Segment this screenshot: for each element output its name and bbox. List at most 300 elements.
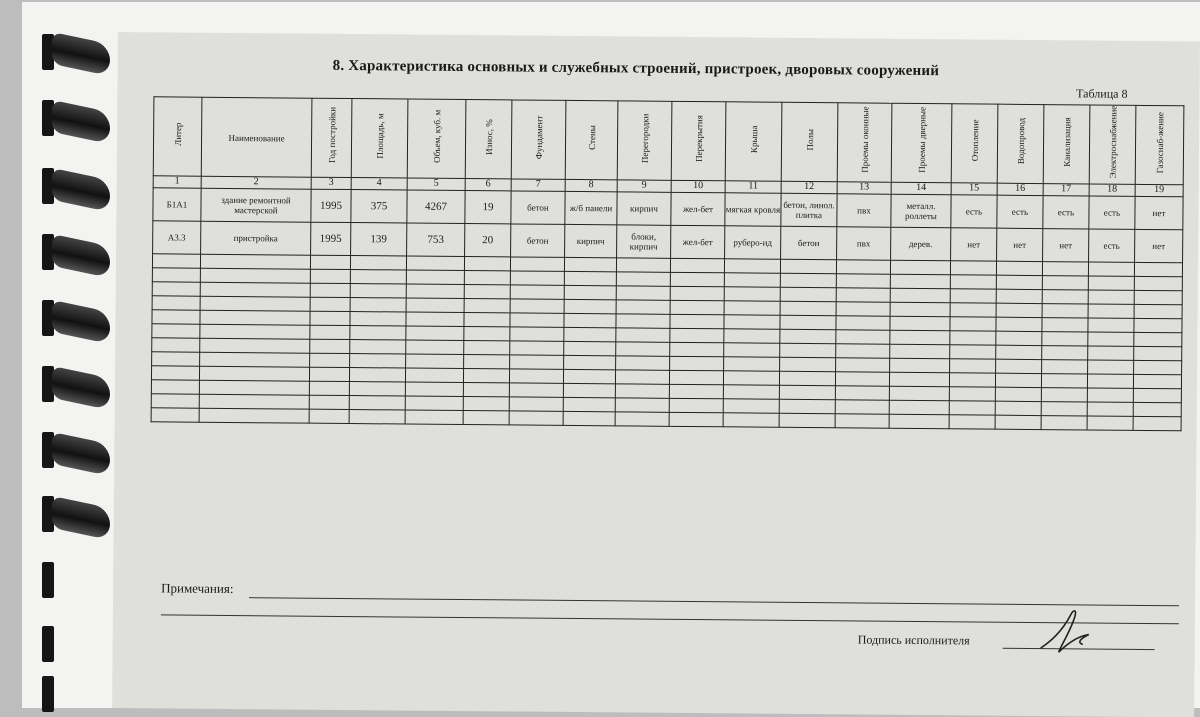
header-text: Площадь, м <box>374 112 385 159</box>
empty-cell <box>152 282 200 296</box>
empty-cell <box>1087 388 1133 402</box>
empty-cell <box>724 301 780 315</box>
empty-cell <box>350 311 406 325</box>
binding-ring <box>52 100 110 144</box>
binding-ring <box>52 168 110 212</box>
empty-cell <box>510 299 564 313</box>
empty-cell <box>350 297 406 311</box>
table-cell: 20 <box>465 223 511 256</box>
table-cell: здание ремонтной мастерской <box>201 188 311 222</box>
empty-cell <box>509 369 563 383</box>
header-text: Проемы дверные <box>916 107 927 174</box>
empty-cell <box>509 411 563 425</box>
header-text: Объем, куб. м <box>431 109 442 163</box>
empty-cell <box>564 327 616 341</box>
empty-cell <box>889 386 949 401</box>
empty-cell <box>723 399 779 413</box>
empty-cell <box>463 368 509 382</box>
empty-cell <box>669 384 723 398</box>
header-cell <box>617 101 672 180</box>
empty-cell <box>1042 345 1088 359</box>
empty-cell <box>996 331 1042 345</box>
empty-cell <box>836 357 890 371</box>
empty-cell <box>949 400 995 414</box>
empty-cell <box>464 326 510 340</box>
table-cell: 375 <box>351 189 407 222</box>
header-cell <box>311 98 352 177</box>
empty-cell <box>1088 360 1134 374</box>
empty-cell <box>309 395 349 409</box>
empty-cell <box>350 325 406 339</box>
empty-cell <box>464 340 510 354</box>
empty-cell <box>670 300 724 314</box>
table-cell: Б1А1 <box>153 188 201 221</box>
empty-cell <box>616 286 670 300</box>
column-number: 12 <box>781 181 837 193</box>
table-cell: ж/б панели <box>565 191 617 224</box>
column-number: 13 <box>837 182 891 194</box>
empty-cell <box>510 313 564 327</box>
notes-label: Примечания: <box>161 580 234 597</box>
header-cell <box>781 102 838 181</box>
empty-cell <box>151 408 199 422</box>
empty-cell <box>349 395 405 409</box>
column-number: 18 <box>1089 184 1135 196</box>
empty-cell <box>1134 304 1182 318</box>
empty-cell <box>889 372 949 387</box>
empty-cell <box>835 399 889 413</box>
empty-cell <box>1088 332 1134 346</box>
empty-cell <box>406 312 464 327</box>
empty-cell <box>996 289 1042 303</box>
binding-ring <box>52 366 110 410</box>
empty-cell <box>510 271 564 285</box>
empty-cell <box>950 302 996 316</box>
empty-cell <box>616 300 670 314</box>
empty-cell <box>1042 303 1088 317</box>
empty-cell <box>406 298 464 313</box>
empty-cell <box>152 324 200 338</box>
header-text: Электроснабжение <box>1107 105 1118 179</box>
empty-cell <box>564 257 616 271</box>
header-cell <box>1089 105 1136 184</box>
empty-cell <box>890 316 950 331</box>
empty-cell <box>200 268 310 283</box>
empty-cell <box>200 282 310 297</box>
empty-cell <box>836 259 890 273</box>
empty-cell <box>406 256 464 271</box>
table-cell: 1995 <box>311 222 351 255</box>
empty-cell <box>464 284 510 298</box>
empty-cell <box>310 311 350 325</box>
empty-cell <box>835 385 889 399</box>
empty-cell <box>724 343 780 357</box>
column-number: 19 <box>1135 184 1183 196</box>
table-cell: блоки, кирпич <box>617 225 671 258</box>
empty-cell <box>780 301 836 315</box>
header-text: Крыша <box>748 125 759 153</box>
empty-cell <box>836 315 890 329</box>
column-number: 16 <box>997 183 1043 195</box>
empty-cell <box>349 409 405 423</box>
header-row <box>153 97 1184 185</box>
binding-ring <box>52 300 110 344</box>
empty-cell <box>890 260 950 275</box>
empty-cell <box>1134 346 1182 360</box>
empty-cell <box>670 314 724 328</box>
empty-cell <box>151 380 199 394</box>
empty-cell <box>310 339 350 353</box>
table-cell: есть <box>1043 195 1089 228</box>
table-cell: есть <box>997 195 1043 228</box>
empty-cell <box>152 338 200 352</box>
empty-cell <box>564 341 616 355</box>
empty-cell <box>779 399 835 413</box>
column-number: 15 <box>951 182 997 194</box>
table-cell: 1995 <box>311 189 351 222</box>
column-number: 5 <box>407 178 465 191</box>
empty-cell <box>1042 275 1088 289</box>
empty-cell <box>780 287 836 301</box>
table-cell: нет <box>1135 196 1183 229</box>
column-number: 17 <box>1043 183 1089 195</box>
empty-cell <box>1088 290 1134 304</box>
empty-cell <box>724 259 780 273</box>
table-cell: есть <box>1089 196 1135 229</box>
empty-cell <box>151 394 199 408</box>
empty-cell <box>836 287 890 301</box>
table-cell: пвх <box>837 226 891 259</box>
table-label: Таблица 8 <box>1076 86 1128 101</box>
empty-cell <box>349 381 405 395</box>
empty-cell <box>670 286 724 300</box>
spiral-binding <box>42 28 112 708</box>
header-text: Год постройки <box>326 107 337 164</box>
table-cell: нет <box>997 228 1043 261</box>
header-cell <box>565 100 618 179</box>
empty-cell <box>200 324 310 339</box>
table-cell: 19 <box>465 190 511 223</box>
empty-cell <box>836 343 890 357</box>
empty-cell <box>724 357 780 371</box>
table-cell: нет <box>1043 228 1089 261</box>
empty-cell <box>1042 359 1088 373</box>
empty-cell <box>1087 402 1133 416</box>
empty-cell <box>1134 360 1182 374</box>
header-text: Газоснаб-жение <box>1154 111 1165 174</box>
empty-cell <box>670 272 724 286</box>
empty-cell <box>779 371 835 385</box>
header-cell <box>671 101 726 180</box>
empty-cell <box>616 258 670 272</box>
empty-cell <box>406 326 464 341</box>
buildings-table <box>151 96 1185 431</box>
header-cell <box>837 103 892 182</box>
empty-cell <box>463 382 509 396</box>
empty-cell <box>1133 388 1181 402</box>
empty-cell <box>723 413 779 427</box>
empty-cell <box>890 274 950 289</box>
empty-cell <box>1088 346 1134 360</box>
header-cell <box>725 102 782 181</box>
empty-cell <box>564 285 616 299</box>
empty-cell <box>510 355 564 369</box>
empty-cell <box>616 356 670 370</box>
empty-cell <box>405 410 463 425</box>
empty-cell <box>199 394 309 409</box>
header-text: Отопление <box>969 119 980 162</box>
empty-cell <box>1088 276 1134 290</box>
table-cell: кирпич <box>565 224 617 257</box>
empty-cell <box>780 315 836 329</box>
empty-cell <box>616 272 670 286</box>
table-cell: кирпич <box>617 192 671 225</box>
empty-cell <box>310 283 350 297</box>
table-cell: металл. роллеты <box>891 194 951 228</box>
empty-cell <box>200 254 310 269</box>
empty-cell <box>199 380 309 395</box>
empty-cell <box>1134 262 1182 276</box>
header-text: Износ, % <box>483 118 494 155</box>
empty-cell <box>309 409 349 423</box>
empty-cell <box>405 368 463 383</box>
empty-cell <box>309 367 349 381</box>
empty-cell <box>350 339 406 353</box>
empty-cell <box>996 359 1042 373</box>
empty-cell <box>949 386 995 400</box>
empty-cell <box>563 411 615 425</box>
empty-cell <box>1088 318 1134 332</box>
empty-cell <box>350 255 406 269</box>
empty-cell <box>509 383 563 397</box>
empty-cell <box>199 366 309 381</box>
header-cell <box>891 103 952 182</box>
notes-line <box>161 614 1179 624</box>
empty-cell <box>889 400 949 415</box>
empty-cell <box>670 258 724 272</box>
table-cell: нет <box>1135 229 1183 262</box>
empty-cell <box>349 367 405 381</box>
empty-cell <box>200 296 310 311</box>
empty-cell <box>890 288 950 303</box>
form-page <box>112 32 1200 717</box>
empty-cell <box>949 372 995 386</box>
signature-mark <box>1033 600 1104 661</box>
empty-cell <box>463 396 509 410</box>
column-number: 1 <box>153 176 201 188</box>
empty-cell <box>616 328 670 342</box>
empty-cell <box>1042 331 1088 345</box>
empty-cell <box>564 299 616 313</box>
empty-cell <box>310 269 350 283</box>
header-text: Литер <box>172 122 183 146</box>
empty-cell <box>669 370 723 384</box>
binding-ring <box>52 234 110 278</box>
empty-cell <box>779 413 835 427</box>
binding-ring <box>52 32 110 76</box>
empty-cell <box>510 327 564 341</box>
header-text: Канализация <box>1061 116 1072 167</box>
empty-cell <box>200 338 310 353</box>
empty-cell <box>670 356 724 370</box>
empty-cell <box>996 275 1042 289</box>
column-number: 9 <box>617 180 671 192</box>
empty-cell <box>950 344 996 358</box>
table-cell: бетон <box>511 191 565 224</box>
table-cell: бетон <box>781 226 837 259</box>
empty-cell <box>310 353 350 367</box>
empty-cell <box>996 345 1042 359</box>
header-cell <box>407 99 466 178</box>
empty-cell <box>510 257 564 271</box>
empty-cell <box>310 297 350 311</box>
empty-cell <box>1133 374 1181 388</box>
table-cell: есть <box>1089 229 1135 262</box>
empty-cell <box>310 325 350 339</box>
empty-cell <box>723 385 779 399</box>
header-text: Перегородки <box>639 113 650 163</box>
empty-cell <box>724 287 780 301</box>
empty-cell <box>995 387 1041 401</box>
table-cell: жел-бет <box>671 192 725 225</box>
empty-cell <box>1133 416 1181 430</box>
empty-cell <box>670 328 724 342</box>
empty-cell <box>1042 289 1088 303</box>
empty-cell <box>350 283 406 297</box>
empty-cell <box>835 371 889 385</box>
empty-cell <box>950 288 996 302</box>
empty-cell <box>780 357 836 371</box>
empty-cell <box>350 269 406 283</box>
header-cell <box>951 104 998 183</box>
empty-cell <box>950 358 996 372</box>
empty-cell <box>835 413 889 427</box>
table-cell: бетон <box>511 224 565 257</box>
empty-cell <box>889 414 949 429</box>
empty-cell <box>152 268 200 282</box>
table-cell: есть <box>951 194 997 227</box>
empty-cell <box>950 260 996 274</box>
table-cell: 4267 <box>407 190 465 224</box>
header-cell <box>201 97 312 177</box>
binding-ring <box>52 496 110 540</box>
empty-cell <box>199 408 309 423</box>
empty-cell <box>670 342 724 356</box>
binding-slot <box>42 676 54 712</box>
empty-cell <box>1041 415 1087 429</box>
empty-cell <box>1042 317 1088 331</box>
table-cell: дерев. <box>891 227 951 261</box>
header-text: Стены <box>586 125 597 150</box>
header-cell <box>997 104 1044 183</box>
header-cell <box>1135 105 1184 184</box>
column-number: 11 <box>725 181 781 193</box>
empty-cell <box>780 273 836 287</box>
empty-cell <box>1088 262 1134 276</box>
header-cell <box>351 99 408 178</box>
empty-cell <box>563 397 615 411</box>
column-number: 7 <box>511 179 565 191</box>
binding-slot <box>42 562 54 598</box>
empty-cell <box>950 330 996 344</box>
column-number: 10 <box>671 180 725 192</box>
empty-cell <box>724 315 780 329</box>
empty-cell <box>406 354 464 369</box>
table-cell: 753 <box>407 223 465 257</box>
empty-cell <box>950 316 996 330</box>
empty-cell <box>836 329 890 343</box>
empty-cell <box>780 343 836 357</box>
empty-cell <box>1087 416 1133 430</box>
empty-cell <box>509 397 563 411</box>
empty-cell <box>350 353 406 367</box>
empty-cell <box>463 410 509 424</box>
header-cell <box>465 100 512 179</box>
empty-cell <box>995 373 1041 387</box>
empty-cell <box>152 296 200 310</box>
table-cell: мягкая кровля <box>725 193 781 226</box>
binding-ring <box>52 432 110 476</box>
empty-cell <box>1134 318 1182 332</box>
table-cell: пристройка <box>201 221 311 255</box>
empty-cell <box>1041 373 1087 387</box>
empty-cell <box>949 414 995 428</box>
empty-cell <box>464 298 510 312</box>
empty-cell <box>464 312 510 326</box>
empty-cell <box>151 366 199 380</box>
header-text: Полы <box>804 128 815 151</box>
empty-cell <box>406 340 464 355</box>
empty-cell <box>615 370 669 384</box>
empty-cell <box>724 329 780 343</box>
empty-cell <box>723 371 779 385</box>
empty-cell <box>1087 374 1133 388</box>
empty-cell <box>1134 276 1182 290</box>
empty-cell <box>890 344 950 359</box>
header-cell <box>153 97 202 176</box>
empty-cell <box>996 317 1042 331</box>
empty-cell <box>564 313 616 327</box>
empty-cell <box>1088 304 1134 318</box>
column-number: 14 <box>891 182 951 195</box>
table-cell: нет <box>951 227 997 260</box>
signature-label: Подпись исполнителя <box>857 632 970 648</box>
empty-cell <box>615 398 669 412</box>
header-text: Наименование <box>228 132 285 144</box>
column-number: 3 <box>311 177 351 189</box>
empty-cell <box>1041 387 1087 401</box>
empty-cell <box>836 301 890 315</box>
table-cell: руберо-ид <box>725 226 781 259</box>
column-number: 4 <box>351 177 407 189</box>
header-cell <box>511 100 566 179</box>
empty-cell <box>464 354 510 368</box>
empty-cell <box>1134 290 1182 304</box>
table-cell: 139 <box>351 222 407 255</box>
empty-cell <box>724 273 780 287</box>
empty-cell <box>669 398 723 412</box>
header-text: Фундамент <box>533 115 544 159</box>
empty-cell <box>563 369 615 383</box>
empty-cell <box>406 284 464 299</box>
empty-cell <box>1133 402 1181 416</box>
table-cell: А3.3 <box>153 221 201 254</box>
column-number: 8 <box>565 179 617 191</box>
empty-cell <box>464 270 510 284</box>
empty-cell <box>200 310 310 325</box>
empty-cell <box>406 270 464 285</box>
binding-slot <box>42 626 54 662</box>
